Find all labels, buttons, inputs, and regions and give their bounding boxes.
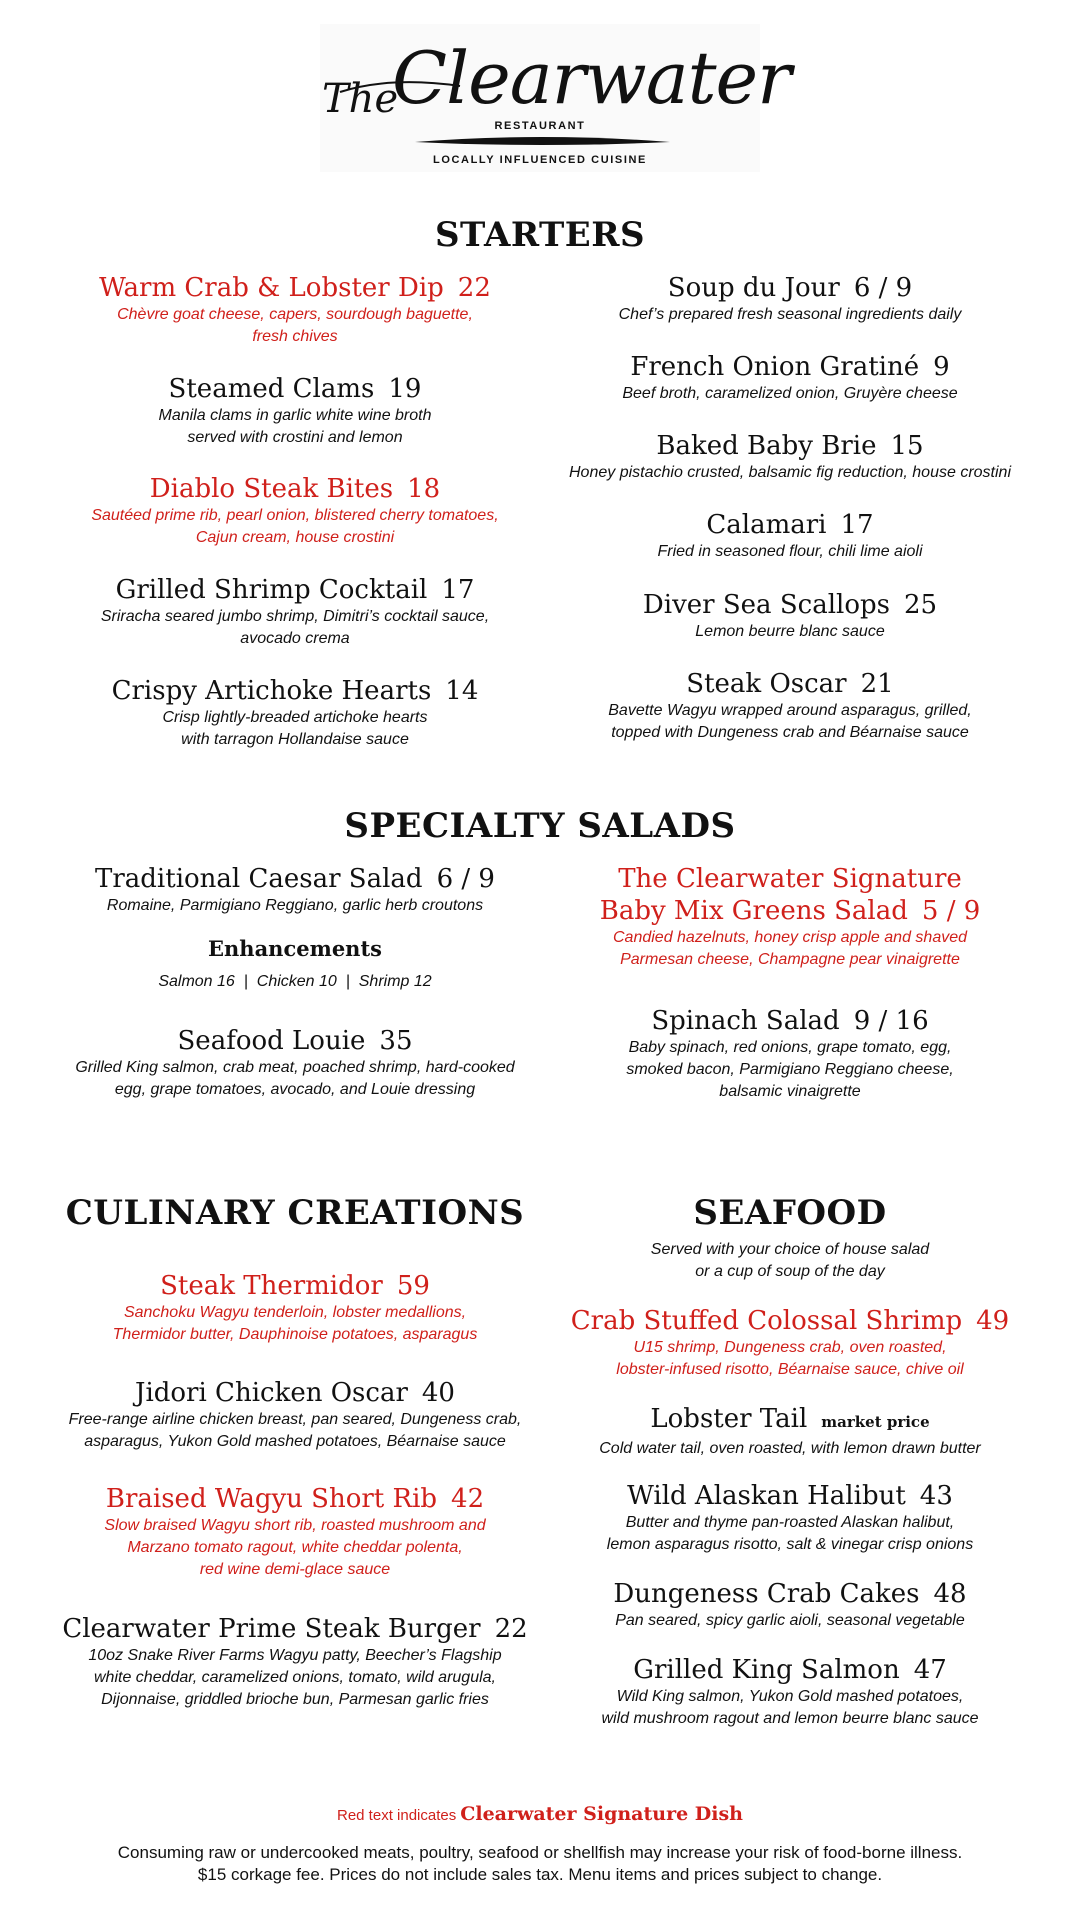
item-price: 17: [840, 510, 874, 540]
item-name: Calamari: [706, 510, 827, 540]
item-name: Baked Baby Brie: [656, 431, 877, 461]
item-description: Chèvre goat cheese, capers, sourdough baguette, fresh chives: [117, 306, 473, 345]
item-price: 17: [441, 575, 475, 605]
menu-item: [55, 863, 535, 917]
menu-item: [555, 589, 1025, 643]
menu-item: [40, 1377, 550, 1453]
item-name: French Onion Gratiné: [630, 352, 920, 382]
item-description: Free-range airline chicken breast, pan seared, Dungeness crab, asparagus, Yukon Gold mashed potatoes, Béarnaise sauce: [68, 1411, 522, 1450]
item-name: Lobster Tail: [650, 1404, 808, 1434]
item-name: Traditional Caesar Salad: [95, 864, 423, 894]
item-name: Baby Mix Greens Salad: [599, 896, 908, 926]
item-price: 18: [407, 474, 441, 504]
item-price: 43: [919, 1481, 953, 1511]
item-name: Jidori Chicken Oscar: [135, 1378, 408, 1408]
menu-item: [555, 1654, 1025, 1730]
menu-item: [55, 373, 535, 449]
item-name: Diver Sea Scallops: [642, 590, 890, 620]
item-name: Crab Stuffed Colossal Shrimp: [570, 1306, 963, 1336]
item-description: Grilled King salmon, crab meat, poached shrimp, hard-cooked egg, grape tomatoes, avocado, and Louie dressing: [75, 1059, 515, 1098]
item-price: 6 / 9: [853, 273, 913, 303]
menu-item: [555, 863, 1025, 971]
item-name: Seafood Louie: [177, 1026, 366, 1056]
item-description: Slow braised Wagyu short rib, roasted mushroom and Marzano tomato ragout, white cheddar polenta, red wine demi-glace sauce: [104, 1517, 486, 1578]
signature-legend: [0, 1803, 1080, 1825]
item-price: 15: [890, 431, 924, 461]
item-description: Pan seared, spicy garlic aioli, seasonal vegetable: [615, 1612, 965, 1629]
logo-the: The: [322, 76, 399, 122]
item-description: Sautéed prime rib, pearl onion, blistered cherry tomatoes, Cajun cream, house crostini: [91, 507, 499, 546]
seafood-intro: [555, 1239, 1025, 1283]
menu-item: [555, 1578, 1025, 1632]
item-price: market price: [821, 1413, 930, 1431]
item-price: 5 / 9: [921, 896, 981, 926]
item-name: Grilled Shrimp Cocktail: [115, 575, 428, 605]
item-description: Lemon beurre blanc sauce: [695, 623, 885, 640]
menu-item: [55, 272, 535, 348]
menu-item: [55, 1025, 535, 1101]
menu-item: [555, 668, 1025, 744]
item-price: 49: [976, 1306, 1010, 1336]
menu-item: [40, 1483, 550, 1581]
item-description: U15 shrimp, Dungeness crab, oven roasted, lobster-infused risotto, Béarnaise sauce, chive oil: [616, 1339, 964, 1378]
item-price: 22: [494, 1614, 528, 1644]
item-price: 9: [933, 352, 950, 382]
starters-heading: STARTERS: [434, 215, 646, 255]
seafood-intro-text: Served with your choice of house salad or a cup of soup of the day: [650, 1241, 930, 1280]
item-price: 42: [451, 1484, 485, 1514]
menu-item: [555, 1403, 1025, 1460]
item-name: Braised Wagyu Short Rib: [105, 1484, 438, 1514]
salads-heading: SPECIALTY SALADS: [344, 806, 736, 846]
culinary-heading: CULINARY CREATIONS: [65, 1193, 525, 1233]
item-description: Cold water tail, oven roasted, with lemon drawn butter: [599, 1440, 981, 1457]
item-price: 14: [445, 676, 479, 706]
item-description: Crisp lightly-breaded artichoke hearts with tarragon Hollandaise sauce: [162, 709, 428, 748]
enhancements: [55, 936, 535, 991]
disclaimer: Consuming raw or undercooked meats, poultry, seafood or shellfish may increase your risk of food-borne illness. $15 corkage fee. Prices do not include sales tax. Menu items and prices subject to change.: [117, 1843, 963, 1884]
menu-item: [40, 1270, 550, 1346]
item-name: Grilled King Salmon: [633, 1655, 900, 1685]
menu-item: [555, 1305, 1025, 1381]
item-description: Baby spinach, red onions, grape tomato, egg, smoked bacon, Parmigiano Reggiano cheese, balsamic vinaigrette: [626, 1039, 954, 1100]
seafood-heading: SEAFOOD: [693, 1193, 887, 1233]
legend-prefix: Red text indicates: [337, 1807, 457, 1824]
enhancements-list: Salmon 16 | Chicken 10 | Shrimp 12: [158, 973, 432, 990]
item-price: 9 / 16: [853, 1006, 929, 1036]
item-price: 48: [933, 1579, 967, 1609]
enhancements-title: Enhancements: [208, 936, 382, 961]
menu-item: [555, 1005, 1025, 1103]
item-name: Diablo Steak Bites: [149, 474, 394, 504]
item-price: 40: [421, 1378, 455, 1408]
item-name: Steamed Clams: [168, 374, 375, 404]
item-description: Manila clams in garlic white wine broth served with crostini and lemon: [158, 407, 432, 446]
item-description: Bavette Wagyu wrapped around asparagus, grilled, topped with Dungeness crab and Béarnaise sauce: [608, 702, 972, 741]
item-description: Beef broth, caramelized onion, Gruyère cheese: [622, 385, 958, 402]
item-price: 22: [457, 273, 491, 303]
item-name: Clearwater Prime Steak Burger: [62, 1614, 481, 1644]
item-name: Crispy Artichoke Hearts: [111, 676, 432, 706]
item-description: Sriracha seared jumbo shrimp, Dimitri’s cocktail sauce, avocado crema: [100, 608, 490, 647]
menu-item: [555, 1480, 1025, 1556]
item-description: Butter and thyme pan-roasted Alaskan halibut, lemon asparagus risotto, salt & vinegar crisp onions: [606, 1514, 974, 1553]
logo-restaurant: RESTAURANT: [494, 120, 586, 132]
item-name: Steak Thermidor: [160, 1271, 383, 1301]
item-description: Romaine, Parmigiano Reggiano, garlic herb croutons: [106, 897, 484, 914]
item-name: Soup du Jour: [667, 273, 840, 303]
item-description: Wild King salmon, Yukon Gold mashed potatoes, wild mushroom ragout and lemon beurre blanc sauce: [601, 1688, 979, 1727]
menu-item: [55, 473, 535, 549]
item-description: Fried in seasoned flour, chili lime aioli: [657, 543, 923, 560]
item-name: Wild Alaskan Halibut: [627, 1481, 906, 1511]
menu-item: [555, 430, 1025, 484]
item-description: Sanchoku Wagyu tenderloin, lobster medallions, Thermidor butter, Dauphinoise potatoes, asparagus: [112, 1304, 478, 1343]
item-description: Honey pistachio crusted, balsamic fig reduction, house crostini: [569, 464, 1011, 481]
legend-signature: Clearwater Signature Dish: [460, 1803, 743, 1825]
menu-item: [55, 574, 535, 650]
item-price: 25: [903, 590, 938, 620]
item-price: 19: [388, 374, 422, 404]
logo-name: Clearwater: [392, 36, 791, 120]
item-price: 35: [379, 1026, 413, 1056]
item-price: 59: [396, 1271, 430, 1301]
menu-item: [555, 351, 1025, 405]
logo-tagline: LOCALLY INFLUENCED CUISINE: [433, 154, 647, 166]
item-price: 47: [913, 1655, 947, 1685]
item-name: Dungeness Crab Cakes: [613, 1579, 920, 1609]
restaurant-logo: [320, 24, 791, 172]
item-price: 6 / 9: [436, 864, 495, 894]
item-name: Steak Oscar: [686, 669, 847, 699]
item-description: Candied hazelnuts, honey crisp apple and shaved Parmesan cheese, Champagne pear vinaigrette: [612, 929, 968, 968]
item-name: Spinach Salad: [651, 1006, 840, 1036]
item-description: Chef’s prepared fresh seasonal ingredients daily: [618, 306, 962, 323]
menu-item: [55, 675, 535, 751]
logo-swoosh-icon: [320, 24, 760, 172]
item-price: 21: [860, 669, 894, 699]
item-name-line1: The Clearwater Signature: [618, 864, 962, 894]
menu-item: [555, 509, 1025, 563]
item-name: Warm Crab & Lobster Dip: [99, 273, 444, 303]
item-description: 10oz Snake River Farms Wagyu patty, Beecher’s Flagship white cheddar, caramelized onions, tomato, wild arugula, Dijonnaise, griddled brioche bun, Parmesan garlic fries: [88, 1647, 502, 1708]
menu-item: [40, 1613, 550, 1711]
menu-item: [555, 272, 1025, 326]
